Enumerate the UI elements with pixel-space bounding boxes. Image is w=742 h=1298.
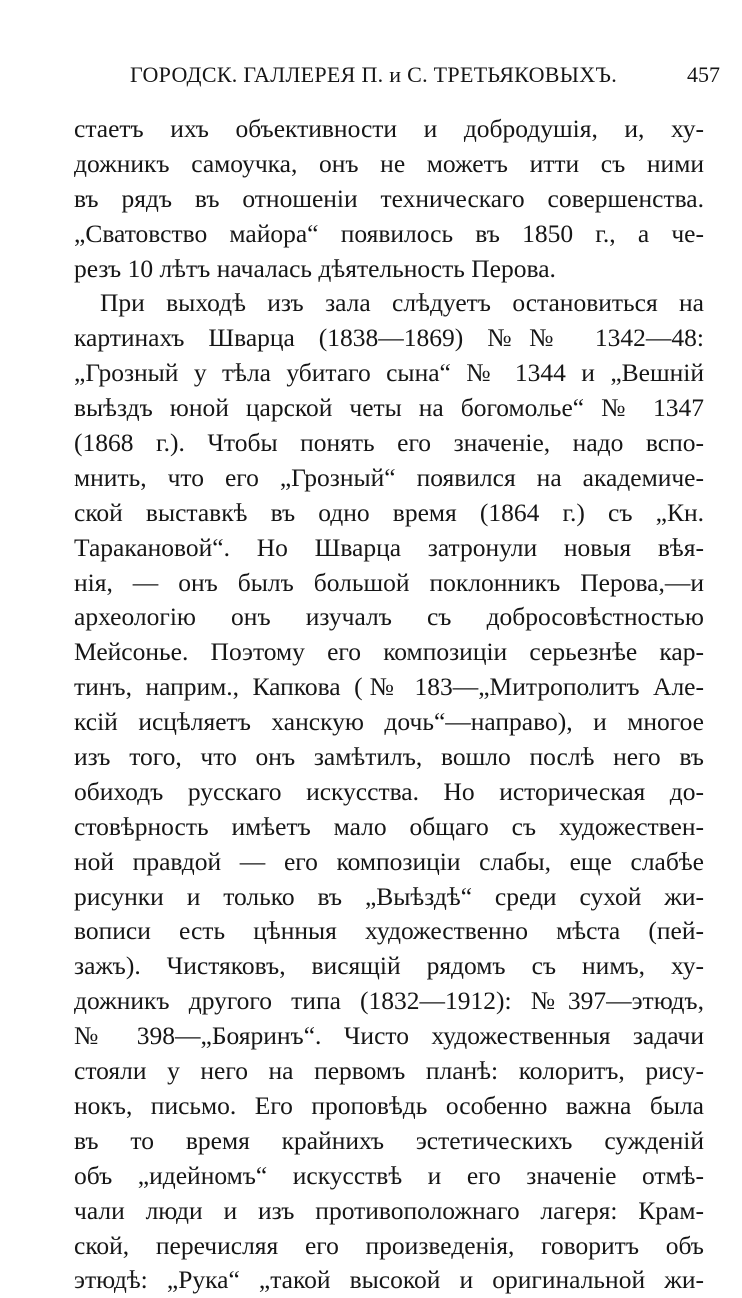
text-line: стовѣрность имѣетъ мало общаго съ художествен-	[74, 811, 704, 841]
text-line: „Сватовство майора“ появилось въ 1850 г., а че-	[74, 218, 704, 248]
text-line: стаетъ ихъ объективности и добродушія, и, ху-	[74, 114, 704, 143]
text-line: тинъ, наприм., Капкова (№ 183—„Митрополитъ Але-	[74, 672, 704, 702]
text-line: резъ 10 лѣтъ началась дѣятельность Перова.	[74, 253, 556, 283]
text-line: вописи есть цѣнныя художественно мѣста (пей-	[74, 916, 704, 946]
text-line: обиходъ русскаго искусства. Но историческая до-	[74, 776, 704, 806]
text-line: картинахъ Шварца (1838—1869) №№ 1342—48:	[74, 323, 704, 353]
text-line: дожникъ самоучка, онъ не можетъ итти съ ними	[74, 148, 704, 178]
text-line: Таракановой“. Но Шварца затронули новыя вѣя-	[74, 532, 704, 562]
body-text	[74, 112, 704, 1298]
text-line: дожникъ другого типа (1832—1912): №397—этюдъ,	[74, 986, 704, 1016]
text-line: стояли у него на первомъ планѣ: колоритъ, рису-	[74, 1056, 704, 1086]
text-line: нокъ, письмо. Его проповѣдь особенно важна была	[74, 1090, 704, 1120]
text-line: выѣздъ юной царской четы на богомолье“ № 1347	[74, 393, 704, 423]
text-line: Мейсонье. Поэтому его композиціи серьезнѣе кар-	[74, 637, 704, 667]
text-line: № 398—„Бояринъ“. Чисто художественныя задачи	[74, 1021, 704, 1051]
text-line: мнить, что его „Грозный“ появился на академиче-	[74, 462, 704, 492]
text-line: рисунки и только въ „Выѣздѣ“ среди сухой жи-	[74, 881, 704, 911]
text-line: (1868 г.). Чтобы понять его значеніе, надо вспо-	[74, 428, 704, 458]
text-line: этюдѣ: „Рука“ „такой высокой и оригинальной жи-	[74, 1265, 704, 1295]
text-line: изъ того, что онъ замѣтилъ, вошло послѣ него въ	[74, 742, 704, 772]
text-line: въ то время крайнихъ эстетическихъ сужденій	[74, 1125, 704, 1155]
text-line: ской выставкѣ въ одно время (1864 г.) съ „Кн.	[74, 497, 704, 527]
text-line: объ „идейномъ“ искусствѣ и его значеніе отмѣ-	[74, 1160, 704, 1190]
text-line: чали люди и изъ противоположнаго лагеря: Крам-	[74, 1195, 704, 1225]
text-line: ской, перечисляя его произведенія, говоритъ объ	[74, 1230, 704, 1260]
text-line: ной правдой — его композиціи слабы, еще слабѣе	[74, 846, 704, 876]
text-line: При выходѣ изъ зала слѣдуетъ остановиться на	[100, 288, 704, 318]
text-line: въ рядъ въ отношеніи техническаго совершенства.	[74, 183, 704, 213]
running-title: ГОРОДСК. ГАЛЛЕРЕЯ П. и С. ТРЕТЬЯКОВЫХЪ.	[130, 62, 618, 87]
text-line: нія, — онъ былъ большой поклонникъ Перова,—и	[74, 567, 704, 597]
running-head	[130, 62, 720, 92]
page-number: 457	[687, 62, 720, 87]
text-line: зажъ). Чистяковъ, висящій рядомъ съ нимъ, ху-	[74, 951, 704, 981]
text-line: археологію онъ изучалъ съ добросовѣстностью	[74, 602, 704, 632]
text-line: „Грозный у тѣла убитаго сына“ № 1344 и „Вешній	[74, 358, 704, 388]
text-line: ксій исцѣляетъ ханскую дочь“—направо), и многое	[74, 707, 704, 737]
